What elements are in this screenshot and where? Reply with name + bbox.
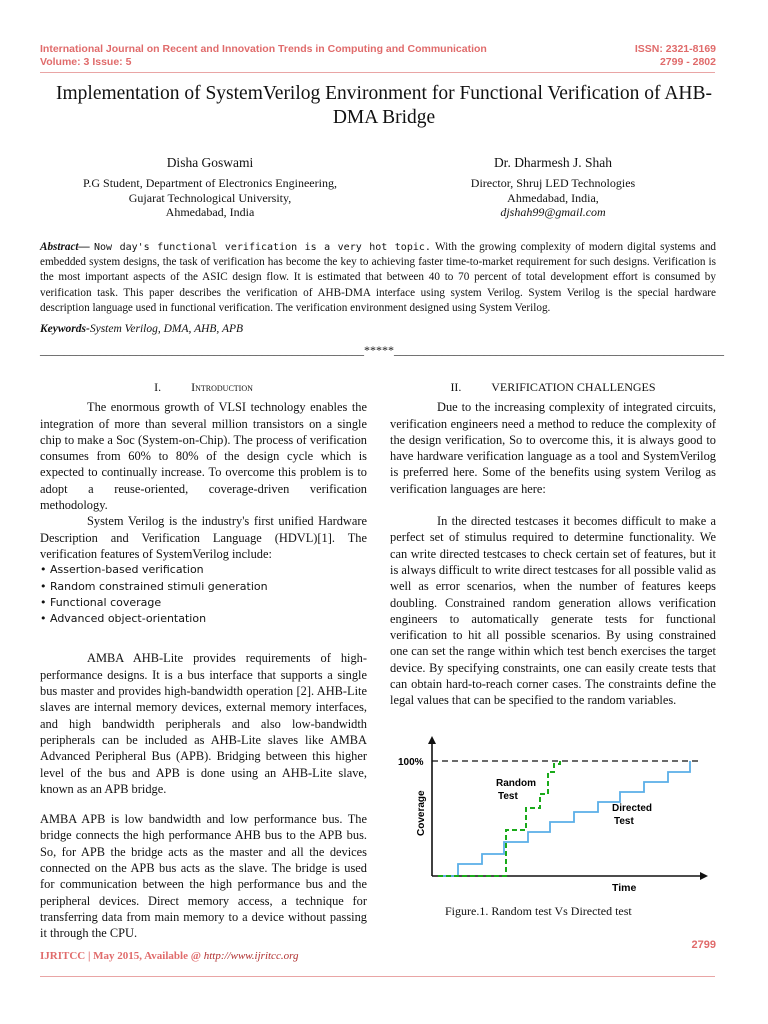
journal-header [40,43,487,69]
abstract-dash: — [78,241,95,253]
abstract-text: With the growing complexity of modern digital systems and embedded system designs, the task of verification has become the key to achieving faster time-to-market requirement for such designs. Verification is the most important aspects of the ASIC design flow. It is estimated that between 40 to 70 percent of total development effort is consumed by verification task. This paper describes the verification of AHB-DMA interface using system Verilog. System Verilog is the special hardware description language used in functional verification. The verification environment designed using System Verilog. [40,241,717,314]
section-2-title: VERIFICATION CHALLENGES [491,380,656,394]
abstract-label: Abstract [40,241,79,253]
right-column [390,379,716,709]
challenges-paragraph-1: Due to the increasing complexity of integrated circuits, verification engineers need a method to reduce the complexity of the design verification, So to overcome this, it is always good to have hardware verification language as a tool and SystemVerilog is preferred here. Some of the benefits using system Verilog as verification languages are here: [390,400,716,496]
section-1-number: I. [154,380,162,394]
intro-paragraph-4: AMBA APB is low bandwidth and low performance bus. The bridge connects the high performance AHB bus to the APB bus. So, for APB the bridge acts as the master and all the devices connected on the APB bus acts as the slave. The bridge is used for communication between the high performance bus and the peripheral devices. Direct memory access, a technique for transferring data from main memory to a device without passing it through the CPU. [40,812,367,941]
keywords-text: System Verilog, DMA, AHB, APB [89,323,244,335]
author-2-affiliation [383,176,723,220]
feature-item: • Functional coverage [40,595,162,609]
abstract-lead: Now day's functional verification is a very hot topic. [94,242,431,253]
footer-rule [40,976,715,977]
y-axis-label: Coverage [416,790,427,836]
footer [40,950,298,962]
directed-test-label-2: Test [614,816,634,827]
intro-paragraph-3: AMBA AHB-Lite provides requirements of high-performance designs. It is a bus interface that supports a single bus master and provides high-bandwidth operation [2]. AHB-Lite slaves are internal memory devices, external memory interfaces, and high bandwidth peripherals and also low-bandwidth peripherals can be included as AHB-Lite slaves like AMBA Advanced Peripheral Bus (APB). Bridging between this higher level of the bus and APB is done using an AHB-Lite slave, known as an APB bridge. [40,651,367,796]
header-rule [40,72,715,73]
journal-volume: Volume: 3 Issue: 5 [40,56,132,68]
author-2-line2: Ahmedabad, India, [507,190,599,205]
author-1-line2: Gujarat Technological University, [128,190,292,205]
journal-issn: ISSN: 2321-8169 [634,43,716,55]
label-100-percent: 100% [398,757,424,768]
section-separator: ______________________________________________________*****_______________________________________________________ [40,343,724,357]
random-test-label-2: Test [498,791,518,802]
author-1-affiliation [40,176,380,220]
abstract [40,240,716,316]
feature-item: • Advanced object-orientation [40,612,207,626]
feature-item: • Assertion-based verification [40,563,204,577]
section-2-heading [390,379,716,395]
author-1-line3: Ahmedabad, India [165,205,255,219]
section-2-number: II. [450,380,462,394]
feature-list [40,562,367,627]
random-test-label-1: Random [496,778,536,789]
left-column [40,379,367,942]
keywords [40,323,243,335]
challenges-paragraph-2: In the directed testcases it becomes difficult to make a perfect set of stimulus required to determine functionality. We can write directed testcases to check certain set of features, but it is always difficult to write direct testcases for all possible valid as well as error scenarios, when the number of features keeps doubling. Constrained random generation allows verification engineers to automatically generate tests for functional verification to hit all possible scenarios. By using constrained one can set the range within which test bench exercises the target device. By specifying constraints, one can easily create tests that can obtain hard-to-reach corner cases. The constraints define the legal values that can be specified to the random variables. [390,514,716,708]
journal-name: International Journal on Recent and Innovation Trends in Computing and Communication [40,43,487,55]
figure-random-vs-directed [398,736,720,900]
x-axis-arrow [700,872,708,880]
intro-paragraph-1: The enormous growth of VLSI technology enables the integration of more than several million transistors on a single chip to make a Soc (System-on-Chip). The process of verification consumes from 60% to 80% of the design cycle which is expected to continually increase. To overcome this problem is to adopt a reuse-oriented, coverage-driven verification methodology. [40,400,367,513]
author-2-email: djshah99@gmail.com [500,205,606,219]
directed-test-label-1: Directed [612,803,653,814]
feature-item: • Random constrained stimuli generation [40,579,268,593]
author-2-line1: Director, Shruj LED Technologies [470,176,636,190]
x-axis-label: Time [612,882,637,894]
author-2-name: Dr. Dharmesh J. Shah [493,155,613,170]
y-axis-arrow [428,736,436,744]
author-1-line1: P.G Student, Department of Electronics Engineering, [83,176,337,190]
paper-title: Implementation of SystemVerilog Environment for Functional Verification of AHB-DMA Bridge [55,83,713,128]
journal-issn-block [635,43,716,69]
footer-text: IJRITCC | May 2015, Available @ [40,950,204,962]
footer-link[interactable]: http://www.ijritcc.org [203,950,299,962]
intro-paragraph-2: System Verilog is the industry's first unified Hardware Description and Verification Language (HDVL)[1]. The verification features of SystemVerilog include: [40,514,367,561]
section-1-title: Introduction [191,380,253,394]
page-number: 2799 [691,939,716,951]
section-1-heading [40,379,367,395]
figure-caption: Figure.1. Random test Vs Directed test [445,904,632,918]
keywords-label: Keywords- [40,323,90,335]
journal-pages: 2799 - 2802 [659,56,716,68]
directed-test-line [438,761,690,876]
coverage-chart [398,736,720,900]
author-1-name: Disha Goswami [166,155,254,170]
